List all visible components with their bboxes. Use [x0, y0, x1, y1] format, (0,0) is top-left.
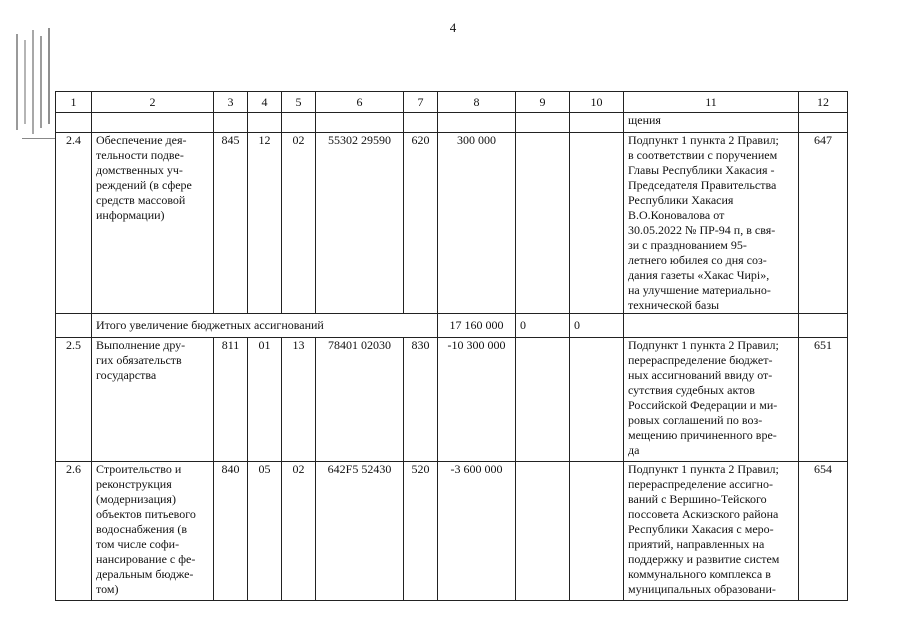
header-cell: 1	[56, 92, 92, 113]
code-cell: 55302 29590	[316, 133, 404, 314]
total-col9: 0	[516, 314, 570, 338]
header-cell: 2	[92, 92, 214, 113]
code-cell: 78401 02030	[316, 338, 404, 462]
amount-cell: 300 000	[438, 133, 516, 314]
item-name-cell: Выполнение дру- гих обязательств государства	[92, 338, 214, 462]
rule-number-cell: 647	[799, 133, 848, 314]
rule-number-cell: 654	[799, 462, 848, 601]
amount-cell: -10 300 000	[438, 338, 516, 462]
header-cell: 10	[570, 92, 624, 113]
page-number: 4	[449, 20, 457, 35]
code-cell: 01	[248, 338, 282, 462]
amount-cell: -3 600 000	[438, 462, 516, 601]
justification-cell: Подпункт 1 пункта 2 Правил; в соответствии с поручением Главы Республики Хакасия - Председателя Правительства Республики Хакасия В.О.Коновалова от 30.05.2022 № ПР-94 п, в свя- зи с празднованием 95- летнего юбилея со дня соз- дания газеты «Хакас Чирі», на улучшение материально- технической базы	[624, 133, 799, 314]
header-cell: 12	[799, 92, 848, 113]
justification-cell: Подпункт 1 пункта 2 Правил; перераспределение бюджет- ных ассигнований ввиду от- сутствия судебных актов Российской Федерации и ми- ровых соглашений по воз- мещению причиненного вре- да	[624, 338, 799, 462]
code-cell: 13	[282, 338, 316, 462]
header-cell: 5	[282, 92, 316, 113]
justification-cell: щения	[624, 113, 799, 133]
total-amount: 17 160 000	[438, 314, 516, 338]
header-cell: 9	[516, 92, 570, 113]
code-cell: 05	[248, 462, 282, 601]
code-cell: 840	[214, 462, 248, 601]
total-row	[56, 314, 848, 338]
code-cell: 642F5 52430	[316, 462, 404, 601]
code-cell: 620	[404, 133, 438, 314]
table-row	[56, 462, 848, 601]
table-row	[56, 133, 848, 314]
code-cell: 02	[282, 462, 316, 601]
row-number: 2.5	[56, 338, 92, 462]
header-row	[56, 92, 848, 113]
code-cell: 02	[282, 133, 316, 314]
total-col10: 0	[570, 314, 624, 338]
justification-cell: Подпункт 1 пункта 2 Правил; перераспределение ассигно- ваний с Вершино-Тейского поссовета Аскизского района Республики Хакасия с меро- приятий, направленных на поддержку и развитие систем коммунального комплекса в муниципальных образовани-	[624, 462, 799, 601]
header-cell: 11	[624, 92, 799, 113]
item-name-cell: Обеспечение дея- тельности подве- домственных уч- реждений (в сфере средств массовой информации)	[92, 133, 214, 314]
margin-stamp	[2, 26, 62, 138]
header-cell: 4	[248, 92, 282, 113]
code-cell: 811	[214, 338, 248, 462]
code-cell: 845	[214, 133, 248, 314]
item-name-cell: Строительство и реконструкция (модернизация) объектов питьевого водоснабжения (в том числе софи- нансирование с фе- деральным бюдже- том)	[92, 462, 214, 601]
total-label: Итого увеличение бюджетных ассигнований	[92, 314, 438, 338]
code-cell: 830	[404, 338, 438, 462]
continuation-row	[56, 113, 848, 133]
row-number: 2.6	[56, 462, 92, 601]
budget-table	[55, 91, 848, 601]
rule-number-cell: 651	[799, 338, 848, 462]
header-cell: 3	[214, 92, 248, 113]
row-number: 2.4	[56, 133, 92, 314]
code-cell: 12	[248, 133, 282, 314]
header-cell: 8	[438, 92, 516, 113]
header-cell: 6	[316, 92, 404, 113]
code-cell: 520	[404, 462, 438, 601]
header-cell: 7	[404, 92, 438, 113]
table-row	[56, 338, 848, 462]
